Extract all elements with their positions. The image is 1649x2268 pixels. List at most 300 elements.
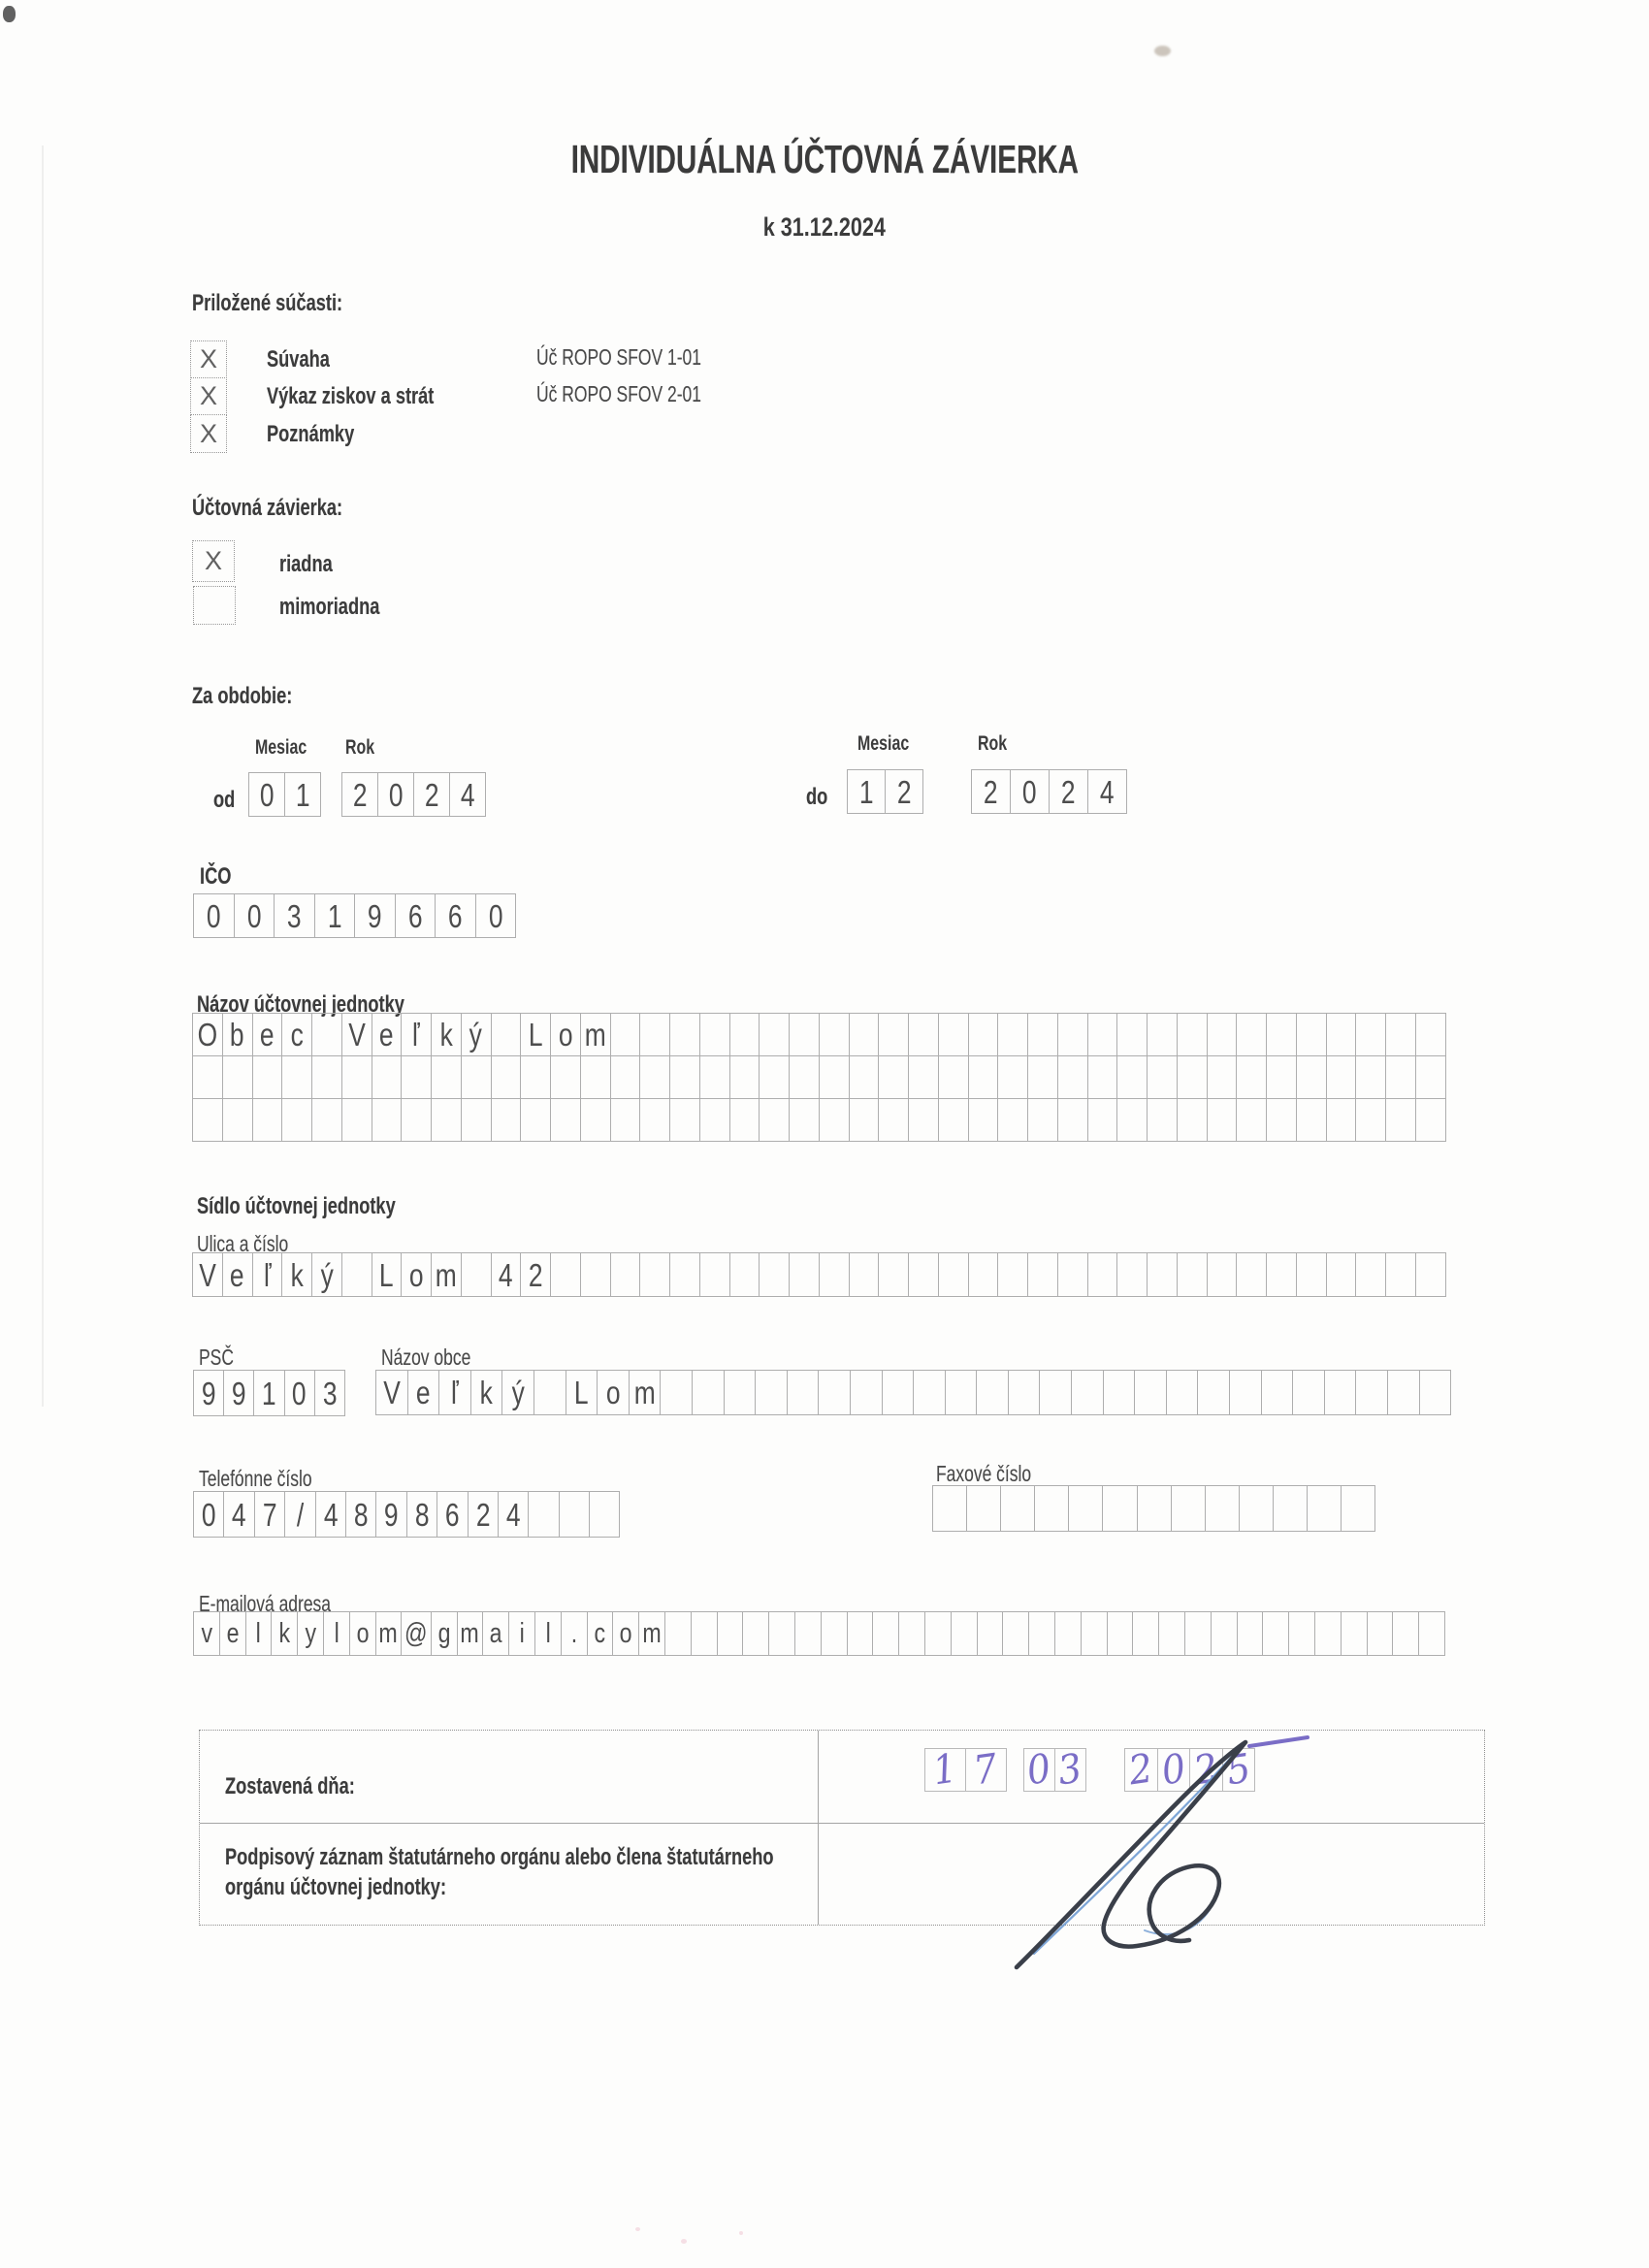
char-cell: 4 (449, 772, 486, 817)
char-cell (589, 1491, 620, 1538)
char-cell (559, 1491, 590, 1538)
char-cell: 8 (406, 1491, 437, 1538)
char-cell (222, 1055, 253, 1099)
char-cell (1266, 1252, 1297, 1297)
char-cell (938, 1098, 969, 1142)
char-cell (1171, 1485, 1206, 1532)
char-cell: 2 (468, 1491, 499, 1538)
street-label: Ulica a číslo (197, 1231, 289, 1256)
char-cell (192, 1098, 223, 1142)
char-cell (872, 1611, 899, 1656)
char-cell (1184, 1611, 1212, 1656)
char-cell: 3 (314, 1370, 345, 1416)
city-label: Názov obce (381, 1345, 471, 1370)
char-cell: 0 (1010, 769, 1050, 814)
ico-grid (193, 893, 516, 938)
char-cell (1103, 1370, 1136, 1415)
comb-row (193, 1611, 1445, 1656)
char-cell: a (482, 1611, 509, 1656)
char-cell (1355, 1055, 1386, 1099)
char-cell (759, 1252, 790, 1297)
char-cell (1177, 1013, 1208, 1056)
char-cell: 0 (248, 772, 285, 817)
compiled-day-grid (924, 1744, 1007, 1795)
char-cell (372, 1055, 403, 1099)
char-cell (669, 1013, 700, 1056)
char-cell (691, 1611, 718, 1656)
checkbox-mimoriadna (193, 586, 236, 625)
char-cell (1385, 1252, 1416, 1297)
char-cell (1027, 1013, 1058, 1056)
char-cell (1415, 1055, 1446, 1099)
char-cell (1385, 1098, 1416, 1142)
char-cell (819, 1055, 850, 1099)
char-cell (1296, 1055, 1327, 1099)
char-cell (528, 1491, 559, 1538)
char-cell (699, 1013, 730, 1056)
from-label: od (213, 787, 236, 813)
scan-dot (635, 2227, 640, 2231)
char-cell (968, 1252, 999, 1297)
char-cell (759, 1013, 790, 1056)
checkbox-riadna (192, 540, 235, 582)
char-cell (847, 1611, 874, 1656)
char-cell (341, 1252, 372, 1297)
char-cell: e (372, 1013, 403, 1056)
checkbox-mark: X (199, 419, 217, 448)
attachments-heading: Priložené súčasti: (192, 290, 343, 316)
char-cell (1008, 1370, 1041, 1415)
comb-row (971, 769, 1127, 814)
char-cell: y (297, 1611, 324, 1656)
char-cell: o (612, 1611, 639, 1656)
char-cell (908, 1055, 939, 1099)
char-cell (976, 1370, 1009, 1415)
char-cell: 4 (223, 1491, 254, 1538)
char-cell (1207, 1252, 1238, 1297)
comb-row (847, 769, 923, 814)
char-cell (789, 1252, 820, 1297)
char-cell (951, 1611, 978, 1656)
city-grid (375, 1370, 1451, 1415)
checkbox-mark: X (199, 381, 217, 410)
char-cell (1087, 1098, 1118, 1142)
char-cell (281, 1098, 312, 1142)
char-cell (341, 1055, 372, 1099)
char-cell (968, 1013, 999, 1056)
char-cell (755, 1370, 788, 1415)
char-cell: @ (401, 1611, 431, 1656)
char-cell (1326, 1098, 1357, 1142)
char-cell: k (431, 1013, 462, 1056)
char-cell (1205, 1485, 1240, 1532)
char-cell (945, 1370, 978, 1415)
char-cell: 0 (1024, 1744, 1054, 1795)
fax-grid (932, 1485, 1375, 1532)
char-cell (1326, 1013, 1357, 1056)
char-cell (1239, 1485, 1274, 1532)
from-month-label: Mesiac (255, 736, 307, 759)
char-cell (520, 1098, 551, 1142)
attachment-code-suvaha: Úč ROPO SFOV 1-01 (536, 344, 701, 370)
char-cell (1177, 1055, 1208, 1099)
char-cell: k (271, 1611, 298, 1656)
table-divider-vertical (818, 1731, 819, 1925)
char-cell (372, 1098, 403, 1142)
compiled-date-label: Zostavená dňa: (225, 1773, 355, 1799)
char-cell (1296, 1098, 1327, 1142)
char-cell (1207, 1013, 1238, 1056)
char-cell (1000, 1485, 1035, 1532)
closing-type-heading: Účtovná závierka: (192, 495, 343, 521)
checkbox-mark: X (204, 546, 222, 575)
char-cell (1229, 1370, 1262, 1415)
scan-corner-speck (3, 6, 16, 22)
char-cell (938, 1252, 969, 1297)
zip-label: PSČ (199, 1345, 234, 1370)
char-cell (787, 1370, 820, 1415)
char-cell (938, 1013, 969, 1056)
char-cell (534, 1370, 566, 1415)
char-cell (1137, 1485, 1172, 1532)
char-cell (1387, 1370, 1420, 1415)
char-cell (1027, 1098, 1058, 1142)
char-cell: 0 (475, 893, 517, 938)
char-cell (1392, 1611, 1419, 1656)
char-cell (1355, 1013, 1386, 1056)
attachment-code-vykaz: Úč ROPO SFOV 2-01 (536, 381, 701, 406)
char-cell (794, 1611, 822, 1656)
char-cell: 6 (395, 893, 436, 938)
char-cell (1355, 1370, 1388, 1415)
char-cell: m (629, 1370, 662, 1415)
char-cell (1236, 1013, 1267, 1056)
char-cell: 8 (345, 1491, 376, 1538)
scan-dot (681, 2239, 687, 2244)
char-cell (1002, 1611, 1029, 1656)
char-cell (1068, 1485, 1103, 1532)
char-cell (1236, 1055, 1267, 1099)
char-cell: i (508, 1611, 535, 1656)
char-cell (610, 1098, 641, 1142)
char-cell (1147, 1055, 1178, 1099)
char-cell: k (470, 1370, 503, 1415)
char-cell (431, 1098, 462, 1142)
char-cell (1314, 1611, 1342, 1656)
char-cell (878, 1013, 909, 1056)
char-cell: 7 (965, 1748, 1007, 1792)
comb-row (932, 1485, 1375, 1532)
char-cell (1341, 1485, 1375, 1532)
char-cell (401, 1055, 432, 1099)
scan-fold-line (42, 146, 44, 1407)
char-cell: m (638, 1611, 665, 1656)
char-cell: 1 (924, 1748, 966, 1792)
char-cell (1296, 1252, 1327, 1297)
char-cell (908, 1098, 939, 1142)
char-cell: O (192, 1013, 223, 1056)
phone-label: Telefónne číslo (199, 1466, 312, 1491)
char-cell (1116, 1252, 1148, 1297)
char-cell (729, 1098, 760, 1142)
char-cell (461, 1252, 492, 1297)
char-cell (550, 1098, 581, 1142)
char-cell (1419, 1370, 1452, 1415)
char-cell (1326, 1252, 1357, 1297)
char-cell: . (561, 1611, 588, 1656)
char-cell (819, 1098, 850, 1142)
char-cell (819, 1252, 850, 1297)
char-cell (580, 1098, 611, 1142)
char-cell (1147, 1013, 1178, 1056)
char-cell: L (372, 1252, 403, 1297)
char-cell (729, 1013, 760, 1056)
char-cell (610, 1013, 641, 1056)
char-cell (878, 1098, 909, 1142)
char-cell (1166, 1370, 1199, 1415)
char-cell (1132, 1611, 1159, 1656)
char-cell: / (284, 1491, 315, 1538)
char-cell: 3 (1055, 1744, 1085, 1795)
char-cell (849, 1055, 880, 1099)
char-cell (341, 1098, 372, 1142)
closing-label-mimoriadna: mimoriadna (279, 594, 380, 620)
table-divider-horizontal (200, 1823, 1484, 1824)
char-cell (639, 1252, 670, 1297)
char-cell: 2 (1189, 1748, 1223, 1792)
char-cell (742, 1611, 769, 1656)
char-cell: 6 (435, 893, 476, 938)
phone-grid (193, 1491, 620, 1538)
char-cell: 0 (1157, 1748, 1191, 1792)
char-cell (1261, 1370, 1294, 1415)
char-cell: V (192, 1252, 223, 1297)
char-cell: ý (461, 1013, 492, 1056)
period-heading: Za obdobie: (192, 683, 293, 709)
comb-row (924, 1744, 1007, 1795)
char-cell (729, 1252, 760, 1297)
char-cell (1266, 1055, 1297, 1099)
char-cell (968, 1055, 999, 1099)
char-cell: g (431, 1611, 458, 1656)
page-subtitle: k 31.12.2024 (762, 212, 887, 242)
char-cell (789, 1055, 820, 1099)
char-cell (639, 1098, 670, 1142)
char-cell (699, 1098, 730, 1142)
char-cell (1087, 1055, 1118, 1099)
street-grid (192, 1252, 1446, 1297)
char-cell (966, 1485, 1001, 1532)
comb-row (193, 1370, 345, 1416)
char-cell: k (281, 1252, 312, 1297)
char-cell (1418, 1611, 1445, 1656)
char-cell (1116, 1055, 1148, 1099)
char-cell (669, 1252, 700, 1297)
char-cell (1262, 1611, 1289, 1656)
compiled-year-grid (1124, 1744, 1255, 1795)
char-cell (818, 1370, 851, 1415)
char-cell (819, 1013, 850, 1056)
char-cell: 1 (314, 893, 356, 938)
char-cell: V (375, 1370, 408, 1415)
char-cell: m (375, 1611, 403, 1656)
char-cell: e (252, 1013, 283, 1056)
scan-dot (739, 2231, 743, 2235)
zip-grid (193, 1370, 345, 1416)
char-cell (699, 1055, 730, 1099)
char-cell: 2 (885, 769, 923, 814)
char-cell (550, 1055, 581, 1099)
char-cell (977, 1611, 1004, 1656)
char-cell (1081, 1611, 1108, 1656)
char-cell: ý (311, 1252, 342, 1297)
from-year-label: Rok (345, 736, 375, 759)
char-cell (932, 1485, 967, 1532)
char-cell (1296, 1013, 1327, 1056)
attachment-label-vykaz: Výkaz ziskov a strát (267, 383, 435, 409)
char-cell (908, 1013, 939, 1056)
char-cell (1341, 1611, 1368, 1656)
char-cell: L (520, 1013, 551, 1056)
char-cell (789, 1098, 820, 1142)
char-cell (692, 1370, 725, 1415)
char-cell (1385, 1013, 1416, 1056)
char-cell (1116, 1013, 1148, 1056)
char-cell (1147, 1098, 1178, 1142)
char-cell (1087, 1252, 1118, 1297)
char-cell: 9 (193, 1370, 224, 1416)
char-cell (878, 1252, 909, 1297)
char-cell: 2 (520, 1252, 551, 1297)
char-cell (821, 1611, 848, 1656)
char-cell (550, 1252, 581, 1297)
char-cell (1266, 1013, 1297, 1056)
char-cell (1027, 1252, 1058, 1297)
char-cell: 1 (253, 1370, 284, 1416)
char-cell (639, 1055, 670, 1099)
char-cell (669, 1055, 700, 1099)
char-cell: 2 (341, 772, 378, 817)
char-cell (1054, 1611, 1082, 1656)
char-cell: m (457, 1611, 484, 1656)
char-cell: ľ (401, 1013, 432, 1056)
char-cell (1207, 1055, 1238, 1099)
entity-name-grid (192, 1013, 1446, 1142)
char-cell (1057, 1252, 1088, 1297)
char-cell (1057, 1098, 1088, 1142)
to-month-grid (847, 769, 923, 814)
to-year-grid (971, 769, 1127, 814)
signature-label: Podpisový záznam štatutárneho orgánu alebo člena štatutárneho orgánu účtovnej jednotky: (225, 1844, 774, 1901)
checkbox-poznamky (190, 414, 227, 453)
char-cell (789, 1013, 820, 1056)
char-cell: 0 (234, 893, 275, 938)
char-cell: o (550, 1013, 581, 1056)
char-cell: 9 (223, 1370, 254, 1416)
compiled-month-grid (1023, 1744, 1086, 1795)
char-cell (997, 1098, 1028, 1142)
char-cell: e (219, 1611, 246, 1656)
char-cell (717, 1611, 744, 1656)
char-cell (1116, 1098, 1148, 1142)
char-cell (311, 1013, 342, 1056)
char-cell: 0 (193, 1491, 224, 1538)
attachment-label-suvaha: Súvaha (267, 346, 330, 373)
char-cell (1236, 1252, 1267, 1297)
address-heading: Sídlo účtovnej jednotky (197, 1193, 396, 1219)
char-cell (878, 1055, 909, 1099)
char-cell (669, 1098, 700, 1142)
comb-row (192, 1013, 1446, 1056)
closing-label-riadna: riadna (279, 551, 333, 577)
char-cell: c (281, 1013, 312, 1056)
char-cell (664, 1611, 692, 1656)
char-cell (281, 1055, 312, 1099)
char-cell (610, 1252, 641, 1297)
char-cell (1057, 1055, 1088, 1099)
char-cell (639, 1013, 670, 1056)
char-cell (1236, 1098, 1267, 1142)
char-cell: 1 (847, 769, 886, 814)
to-year-label: Rok (978, 732, 1008, 755)
comb-row (1124, 1744, 1255, 1795)
char-cell: V (341, 1013, 372, 1056)
from-year-grid (341, 772, 486, 817)
char-cell: 0 (193, 893, 235, 938)
char-cell (1197, 1370, 1230, 1415)
char-cell: c (587, 1611, 614, 1656)
char-cell (882, 1370, 915, 1415)
char-cell: 4 (498, 1491, 529, 1538)
char-cell (1028, 1611, 1055, 1656)
fax-label: Faxové číslo (936, 1461, 1032, 1486)
char-cell (1087, 1013, 1118, 1056)
char-cell (1273, 1485, 1308, 1532)
checkbox-suvaha (190, 340, 227, 378)
char-cell (759, 1098, 790, 1142)
char-cell (1355, 1098, 1386, 1142)
comb-row (193, 893, 516, 938)
char-cell (461, 1098, 492, 1142)
char-cell (913, 1370, 946, 1415)
char-cell (1415, 1252, 1446, 1297)
attachment-label-poznamky: Poznámky (267, 421, 355, 447)
char-cell (1355, 1252, 1386, 1297)
char-cell: e (407, 1370, 440, 1415)
char-cell: 2 (413, 772, 450, 817)
char-cell (699, 1252, 730, 1297)
char-cell: 4 (491, 1252, 522, 1297)
char-cell (580, 1055, 611, 1099)
char-cell (1107, 1611, 1134, 1656)
char-cell (1207, 1098, 1238, 1142)
char-cell (898, 1611, 925, 1656)
char-cell: l (323, 1611, 350, 1656)
char-cell: 9 (375, 1491, 406, 1538)
char-cell (849, 1252, 880, 1297)
char-cell: m (431, 1252, 462, 1297)
char-cell (1177, 1098, 1208, 1142)
char-cell (520, 1055, 551, 1099)
comb-row (192, 1252, 1446, 1297)
char-cell: v (193, 1611, 220, 1656)
char-cell (252, 1098, 283, 1142)
char-cell (1147, 1252, 1178, 1297)
ico-label: IČO (200, 863, 232, 890)
char-cell (1307, 1485, 1342, 1532)
char-cell (660, 1370, 693, 1415)
char-cell (1415, 1013, 1446, 1056)
